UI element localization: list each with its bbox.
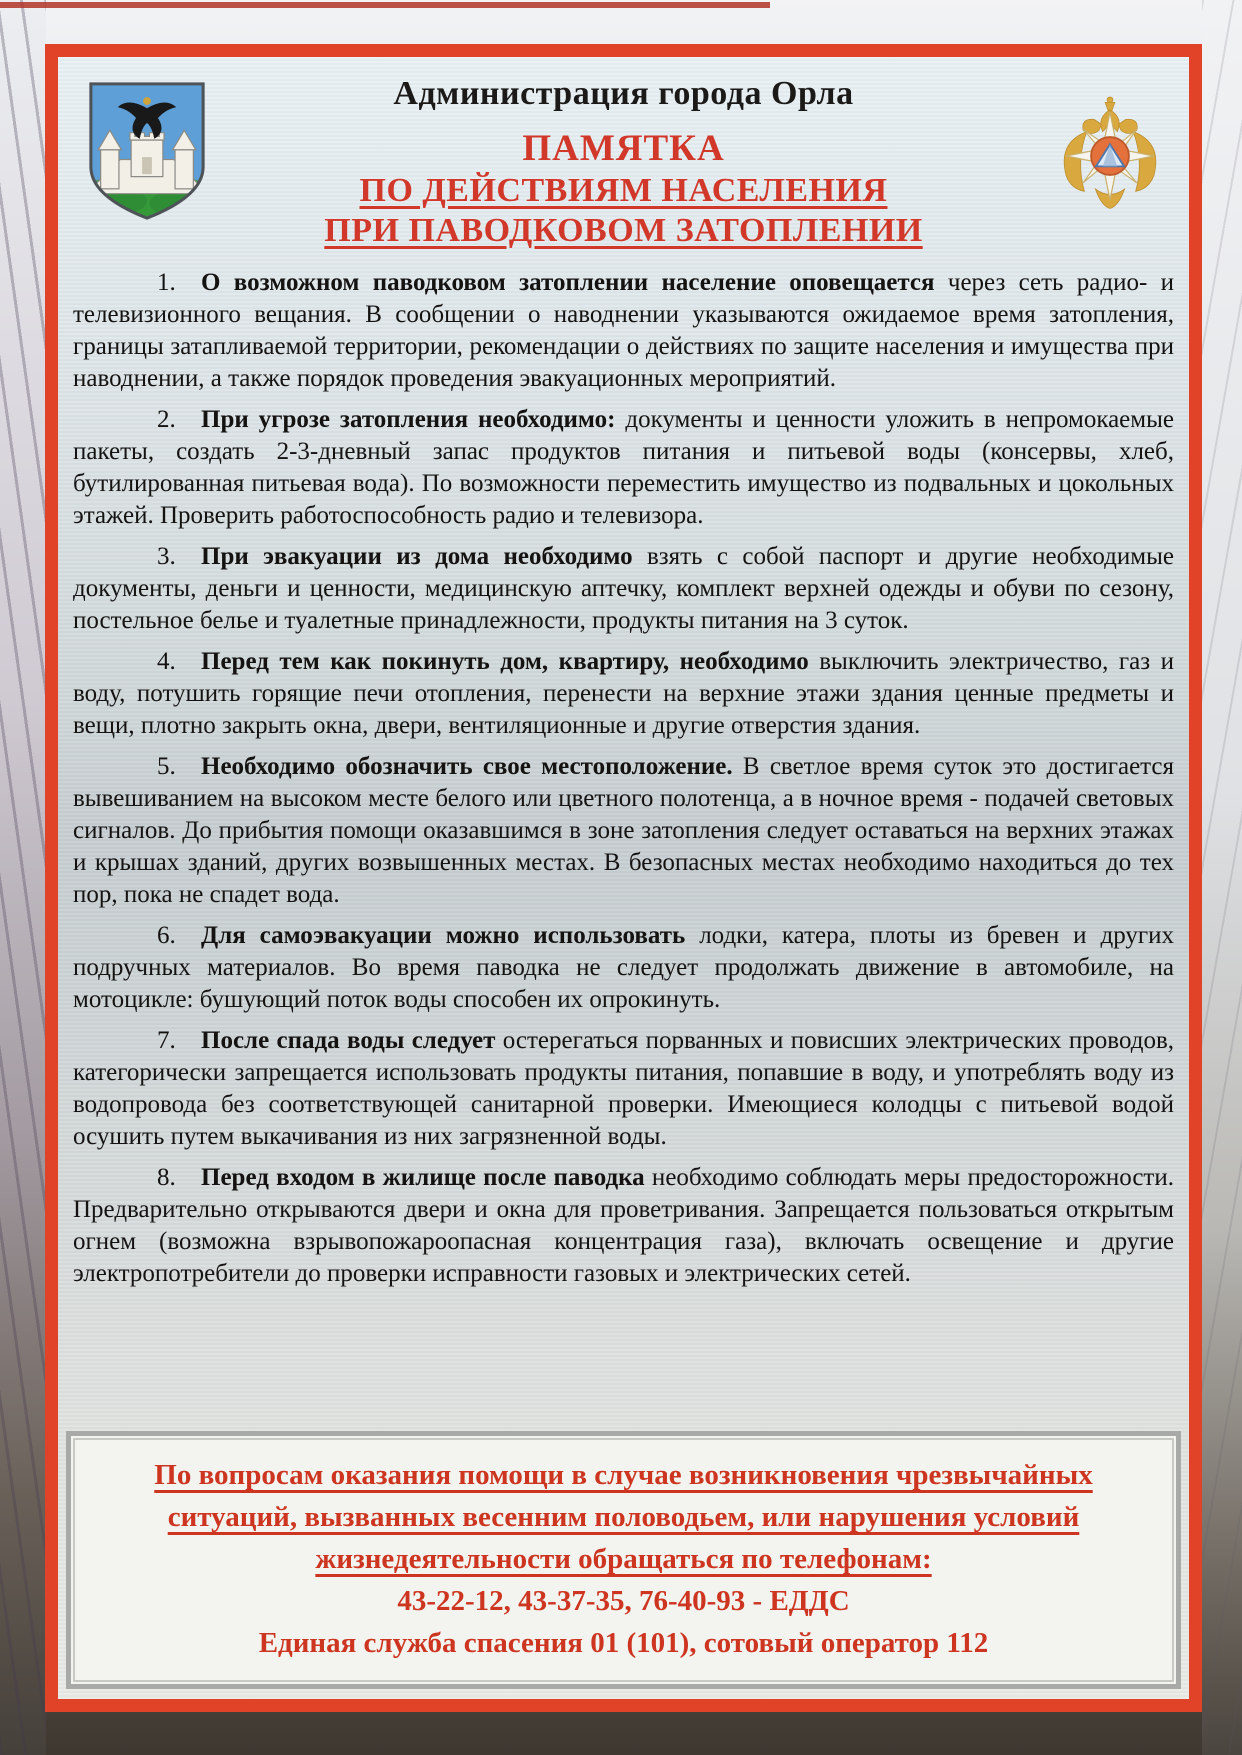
- paragraph-7: [73, 1025, 1174, 1153]
- doc-title-line2: ПО ДЕЙСТВИЯМ НАСЕЛЕНИЯ: [359, 172, 888, 209]
- organization-title: Администрация города Орла: [393, 75, 854, 112]
- scan-edge-artifact: [0, 2, 770, 8]
- red-border-frame: [45, 44, 1202, 1712]
- paragraph-number: 8.: [157, 1164, 176, 1191]
- paragraph-3: [73, 541, 1174, 637]
- paragraph-text: документы и ценности уложить в непромокаемые пакеты, создать 2-3-дневный запас продуктов питания и питьевой воды (консервы, хлеб, бутилированная питьевая вода). По возможности переместить имущество из подвальных и цокольных этажей. Проверить работоспособность радио и телевизора.: [73, 406, 1174, 529]
- paragraph-1: [73, 267, 1174, 395]
- paragraph-lead: Перед входом в жилище после паводка: [201, 1164, 645, 1191]
- paragraph-number: 4.: [157, 648, 176, 675]
- paragraph-lead: Перед тем как покинуть дом, квартиру, необходимо: [201, 648, 809, 675]
- emergency-contacts-box: [66, 1431, 1181, 1689]
- paragraph-text: выключить электричество, газ и воду, потушить горящие печи отопления, перенести на верхние этажи здания ценные предметы и вещи, плотно закрыть окна, двери, вентиляционные и другие отверстия здания.: [73, 648, 1174, 739]
- instruction-paragraphs: [58, 250, 1189, 1290]
- paragraph-text: лодки, катера, плоты из бревен и других подручных материалов. Во время паводка не следует продолжать движение в автомобиле, на мотоцикле: бушующий поток воды способен их опрокинуть.: [73, 922, 1174, 1013]
- paragraph-text: необходимо соблюдать меры предосторожности. Предварительно открываются двери и окна для проветривания. Запрещается пользоваться открытым огнем (возможна взрывопожароопасная концентрация газа), включать освещение и другие электропотребители до проверки исправности газовых и электрических сетей.: [73, 1164, 1174, 1287]
- paragraph-number: 3.: [157, 543, 176, 570]
- background-trees-right: [1202, 0, 1242, 1755]
- background-trees-left: [0, 0, 46, 1755]
- paragraph-number: 1.: [157, 269, 176, 296]
- paragraph-lead: После спада воды следует: [201, 1027, 496, 1054]
- paragraph-6: [73, 920, 1174, 1016]
- doc-title-line3: ПРИ ПАВОДКОВОМ ЗАТОПЛЕНИИ: [324, 212, 923, 249]
- paragraph-number: 7.: [157, 1027, 176, 1054]
- doc-title-line1: ПАМЯТКА: [522, 128, 725, 169]
- emercom-emblem-icon: [1049, 83, 1171, 229]
- paragraph-lead: При угрозе затопления необходимо:: [201, 406, 616, 433]
- title-block: [222, 75, 1025, 250]
- eddс-phone-numbers: 43-22-12, 43-37-35, 76-40-93 - ЕДДС: [397, 1585, 850, 1617]
- paragraph-text: через сеть радио- и телевизионного вещания. В сообщении о наводнении указываются ожидаемое время затопления, границы затапливаемой территории, рекомендации о действиях по защите населения и имущества при наводнении, а также порядок проведения эвакуационных мероприятий.: [73, 269, 1175, 392]
- paragraph-8: [73, 1162, 1174, 1290]
- paragraph-4: [73, 646, 1174, 742]
- footer-line-3: жизнедеятельности обращаться по телефонам:: [315, 1543, 932, 1575]
- paragraph-lead: Необходимо обозначить свое местоположение.: [201, 753, 733, 780]
- paragraph-lead: При эвакуации из дома необходимо: [201, 543, 633, 570]
- paragraph-text: В светлое время суток это достигается вывешиванием на высоком месте белого или цветного полотенца, а в ночное время - подачей световых сигналов. До прибытия помощи оказавшимся в зоне затопления следует оставаться на верхних этажах и крышах зданий, других возвышенных местах. В безопасных местах необходимо находиться до тех пор, пока не спадет вода.: [73, 753, 1174, 908]
- paragraph-number: 5.: [157, 753, 176, 780]
- footer-line-2: ситуаций, вызванных весенним половодьем, или нарушения условий: [167, 1501, 1080, 1533]
- paragraph-text: взять с собой паспорт и другие необходимые документы, деньги и ценности, медицинскую аптечку, комплект верхней одежды и обуви по сезону, постельное белье и туалетные принадлежности, продукты питания на 3 суток.: [73, 543, 1174, 634]
- paragraph-text: остерегаться порванных и повисших электрических проводов, категорически запрещается использовать продукты питания, попавшие в воду, и употреблять воду из водопровода без соответствующей санитарной проверки. Имеющиеся колодцы с питьевой водой осушить путем выкачивания из них загрязненной воды.: [73, 1027, 1174, 1150]
- paragraph-number: 6.: [157, 922, 176, 949]
- footer-line-1: По вопросам оказания помощи в случае возникновения чрезвычайных: [154, 1459, 1093, 1491]
- oryol-coat-of-arms-icon: [86, 79, 208, 223]
- paragraph-2: [73, 404, 1174, 532]
- paragraph-lead: О возможном паводковом затоплении население оповещается: [201, 269, 935, 296]
- poster-header: [58, 57, 1189, 250]
- rescue-service-numbers: Единая служба спасения 01 (101), сотовый оператор 112: [258, 1627, 989, 1659]
- paragraph-5: [73, 751, 1174, 911]
- paragraph-number: 2.: [157, 406, 176, 433]
- paragraph-lead: Для самоэвакуации можно использовать: [201, 922, 686, 949]
